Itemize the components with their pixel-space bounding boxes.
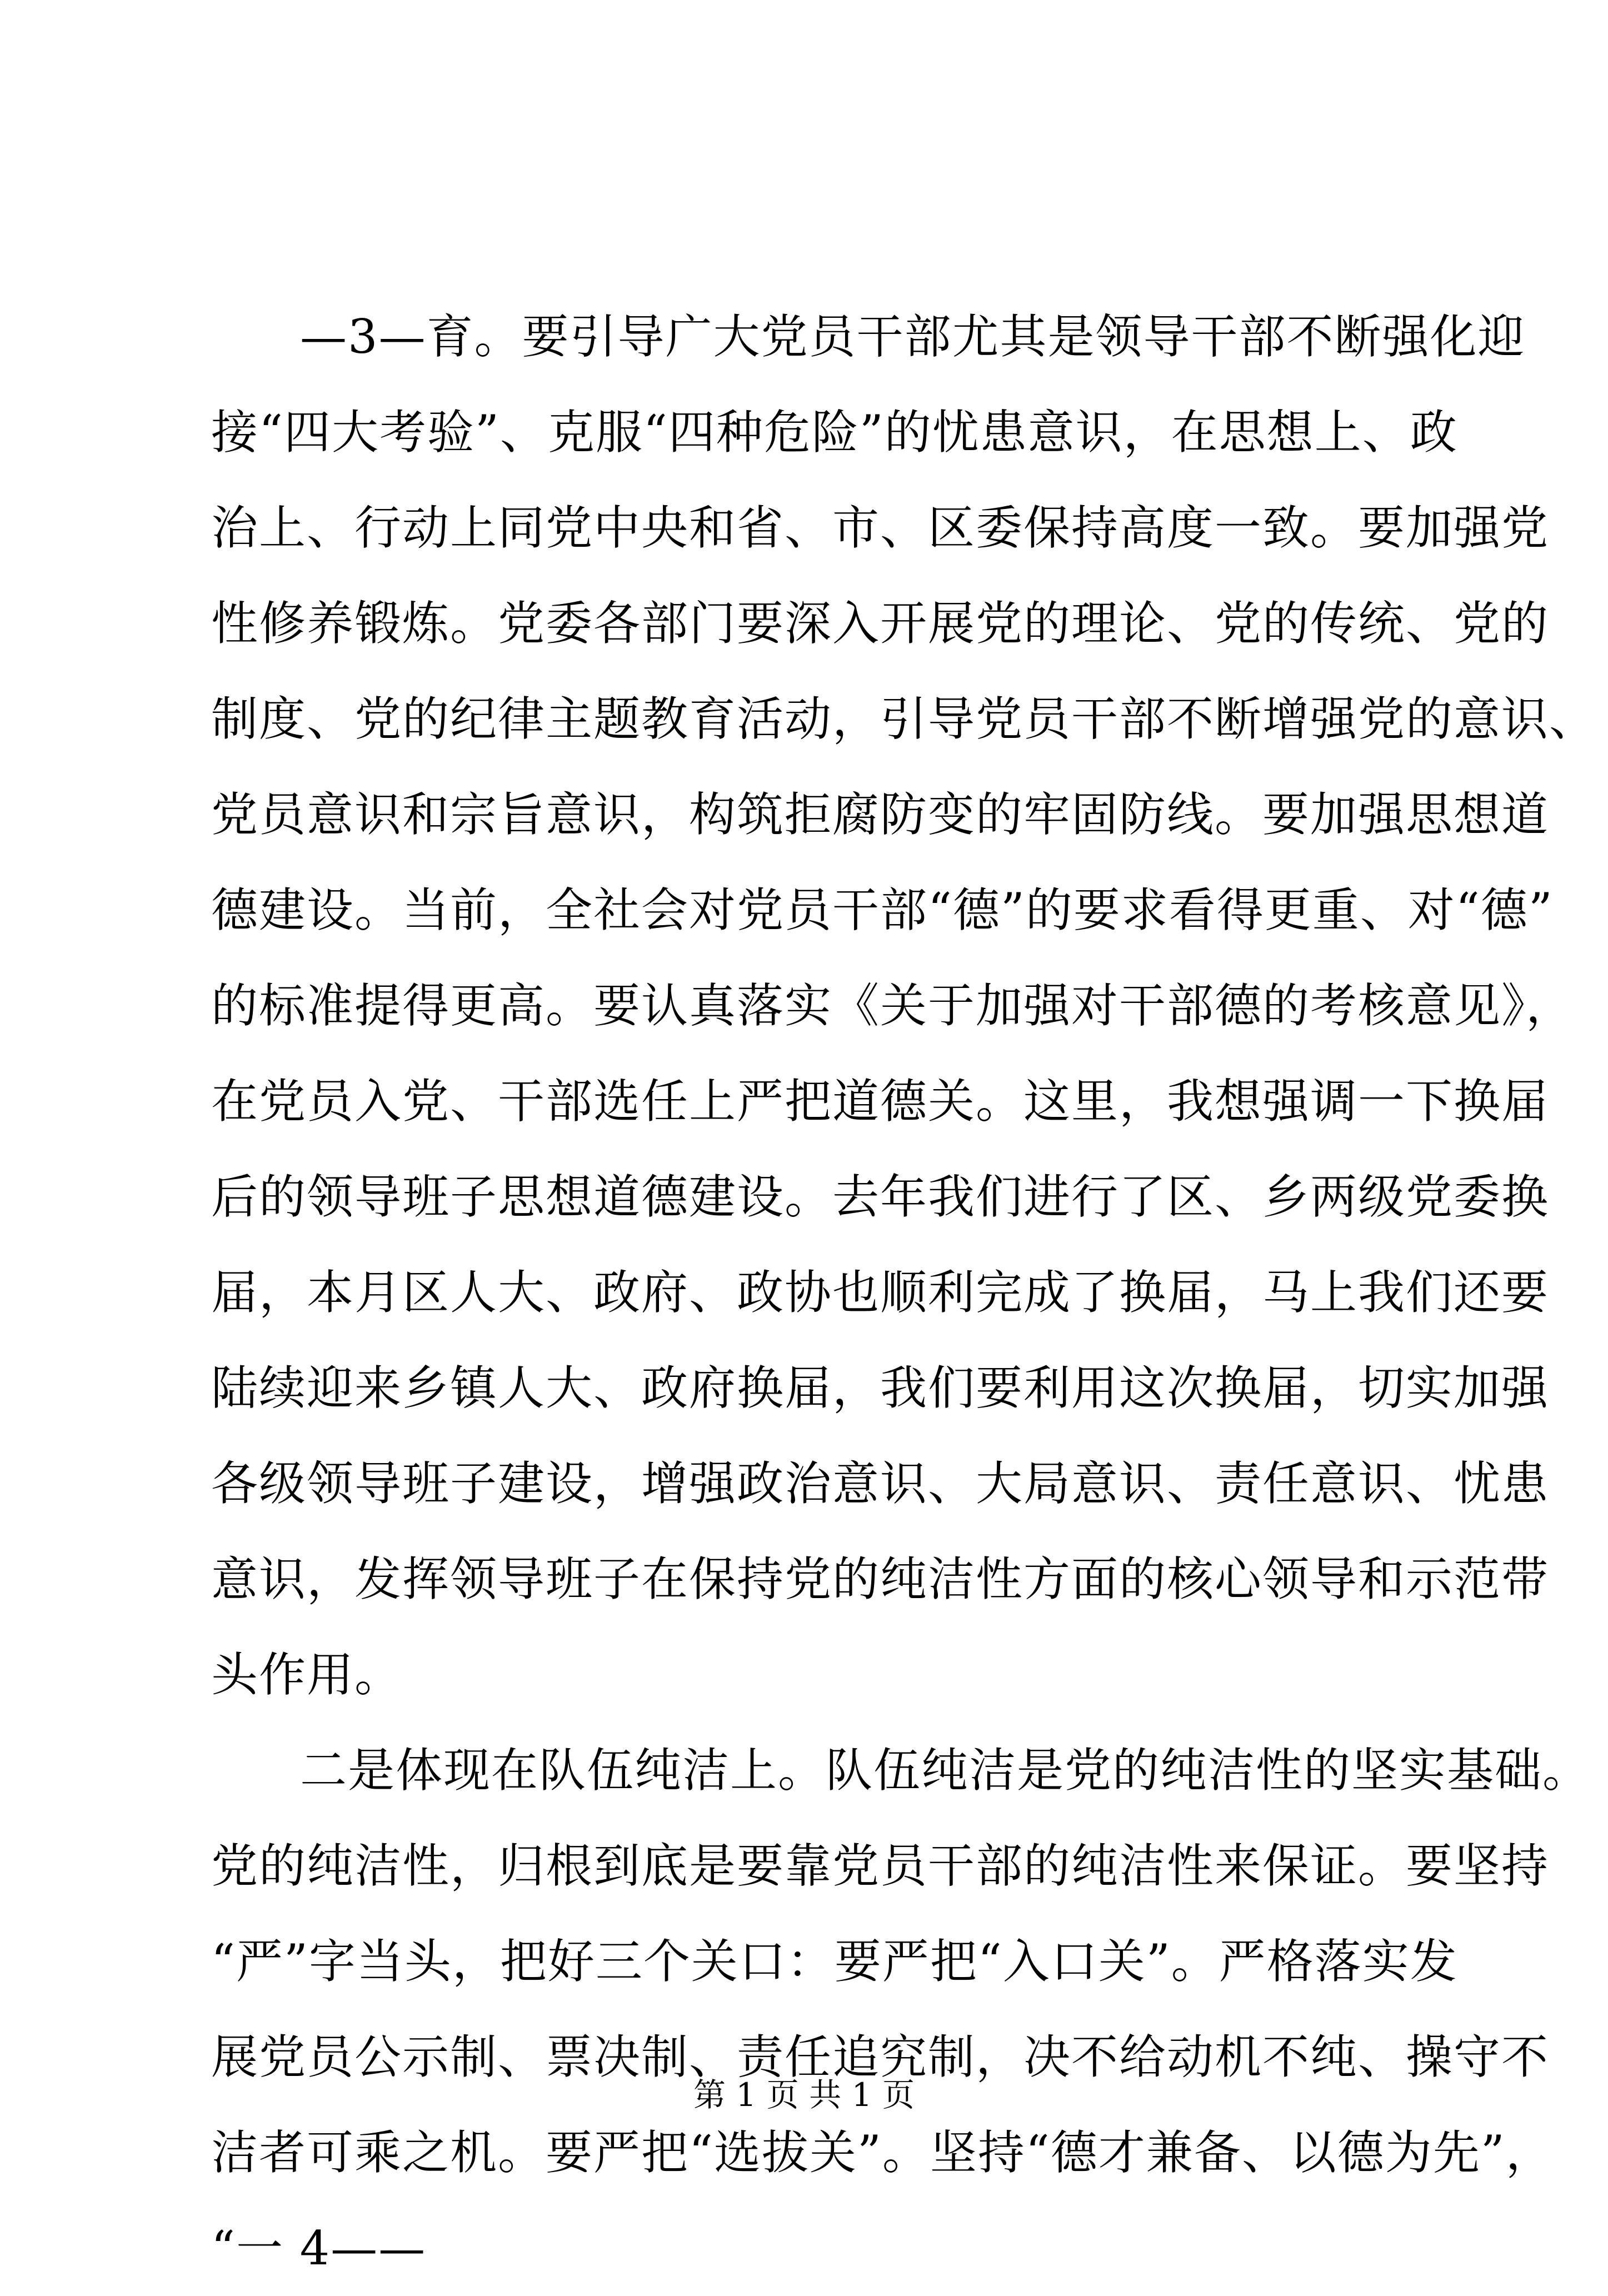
text-line: 党的纯洁性，归根到底是要靠党员干部的纯洁性来保证。要坚持 [211,1839,1550,1893]
text-line: 后的领导班子思想道德建设。去年我们进行了区、乡两级党委换 [211,1170,1550,1224]
page-footer: 第 1 页 共 1 页 [693,2076,915,2114]
text-line: 洁者可乘之机。要严把“选拔关”。坚持“德才兼备、以德为先”， [211,2125,1554,2180]
text-line: 届，本月区人大、政府、政协也顺利完成了换届，马上我们还要 [211,1265,1550,1320]
text-line: 各级领导班子建设，增强政治意识、大局意识、责任意识、忧患 [211,1456,1550,1511]
text-line: “严”字当头，把好三个关口：要严把“入口关”。严格落实发 [211,1934,1458,1989]
text-line: 头作用。 [211,1648,403,1702]
text-line: 的标准提得更高。要认真落实《关于加强对干部德的考核意见》， [211,979,1574,1033]
text-line: 德建设。当前，全社会对党员干部“德”的要求看得更重、对“德” [211,883,1554,937]
text-line: 性修养锻炼。党委各部门要深入开展党的理论、党的传统、党的 [211,596,1550,651]
text-line: 制度、党的纪律主题教育活动，引导党员干部不断增强党的意识、 [211,692,1597,746]
text-line: 二是体现在队伍纯洁上。队伍纯洁是党的纯洁性的坚实基础。 [300,1743,1591,1798]
text-line: “一 4—— [211,2221,427,2275]
text-line: 党员意识和宗旨意识，构筑拒腐防变的牢固防线。要加强思想道 [211,787,1550,842]
text-line: 陆续迎来乡镇人大、政府换届，我们要利用这次换届，切实加强 [211,1361,1550,1415]
text-line: 展党员公示制、票决制、责任追究制，决不给动机不纯、操守不 [211,2030,1550,2084]
text-line: 接“四大考验”、克服“四种危险”的忧患意识，在思想上、政 [211,405,1458,460]
text-line: 治上、行动上同党中央和省、市、区委保持高度一致。要加强党 [211,501,1550,555]
text-line: 在党员入党、干部选任上严把道德关。这里，我想强调一下换届 [211,1074,1550,1129]
text-line: 意识，发挥领导班子在保持党的纯洁性方面的核心领导和示范带 [211,1552,1550,1606]
document-body [211,289,1597,2296]
text-line: —3—育。要引导广大党员干部尤其是领导干部不断强化迎 [300,310,1526,364]
